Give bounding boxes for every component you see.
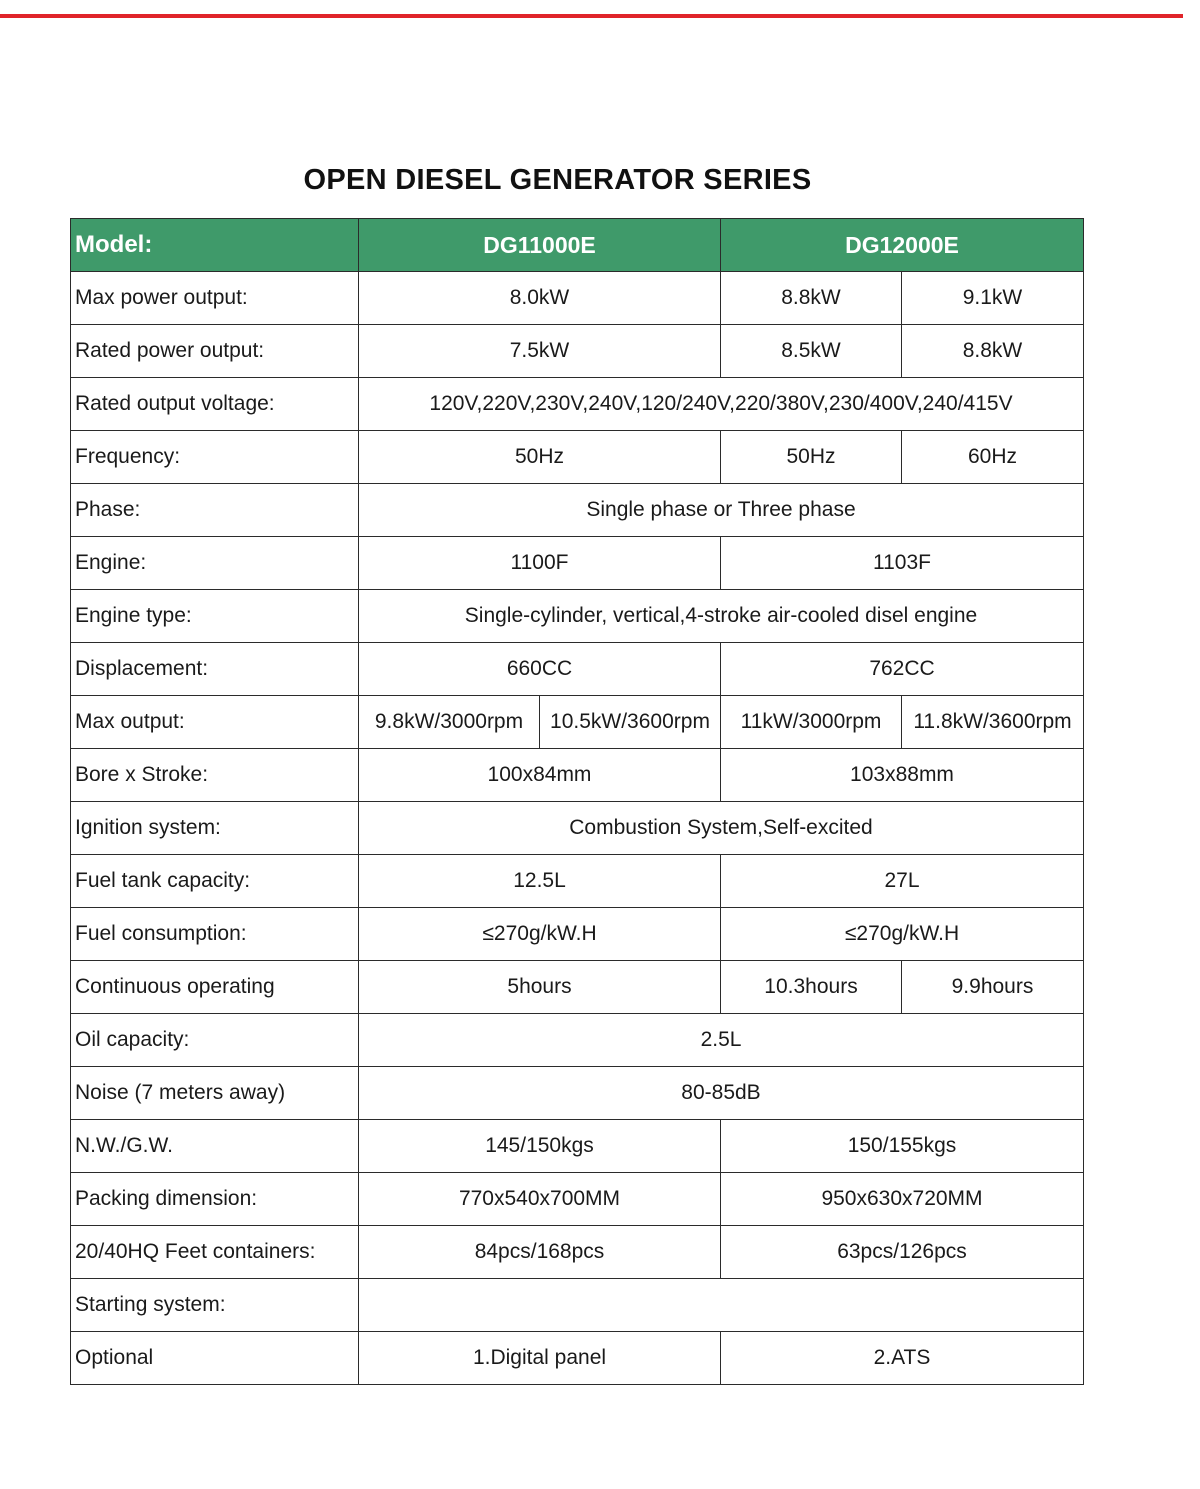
row-value: 100x84mm: [359, 749, 721, 802]
table-row: [71, 1173, 1084, 1226]
row-value: 950x630x720MM: [721, 1173, 1084, 1226]
header-label: Model:: [71, 219, 359, 272]
row-label: Noise (7 meters away): [71, 1067, 359, 1120]
row-label: Ignition system:: [71, 802, 359, 855]
header-model-dg12000e: DG12000E: [721, 219, 1084, 272]
table-row: [71, 590, 1084, 643]
row-value: 660CC: [359, 643, 721, 696]
row-label: Fuel tank capacity:: [71, 855, 359, 908]
row-value: Single-cylinder, vertical,4-stroke air-cooled disel engine: [359, 590, 1084, 643]
row-value: 27L: [721, 855, 1084, 908]
row-value: 8.5kW: [721, 325, 902, 378]
table-row: [71, 1332, 1084, 1385]
row-value: 770x540x700MM: [359, 1173, 721, 1226]
row-value: 10.3hours: [721, 961, 902, 1014]
spec-table: [70, 218, 1084, 1385]
row-value: 12.5L: [359, 855, 721, 908]
row-value: 2.ATS: [721, 1332, 1084, 1385]
row-value: 9.8kW/3000rpm: [359, 696, 540, 749]
row-value: 8.8kW: [721, 272, 902, 325]
row-label: Continuous operating: [71, 961, 359, 1014]
table-row: [71, 431, 1084, 484]
row-label: Rated power output:: [71, 325, 359, 378]
row-label: 20/40HQ Feet containers:: [71, 1226, 359, 1279]
row-label: Frequency:: [71, 431, 359, 484]
header-model-dg11000e: DG11000E: [359, 219, 721, 272]
row-label: Engine:: [71, 537, 359, 590]
row-value: 8.8kW: [902, 325, 1084, 378]
row-value: 1.Digital panel: [359, 1332, 721, 1385]
table-row: [71, 272, 1084, 325]
row-value: 9.9hours: [902, 961, 1084, 1014]
row-value: 145/150kgs: [359, 1120, 721, 1173]
row-label: Oil capacity:: [71, 1014, 359, 1067]
table-row: [71, 696, 1084, 749]
row-value: 120V,220V,230V,240V,120/240V,220/380V,230/400V,240/415V: [359, 378, 1084, 431]
row-value: 10.5kW/3600rpm: [540, 696, 721, 749]
table-row: [71, 1014, 1084, 1067]
table-row: [71, 537, 1084, 590]
row-value: 60Hz: [902, 431, 1084, 484]
row-value: 2.5L: [359, 1014, 1084, 1067]
table-row: [71, 325, 1084, 378]
top-red-rule: [0, 14, 1183, 18]
row-label: Displacement:: [71, 643, 359, 696]
row-value: 7.5kW: [359, 325, 721, 378]
table-row: [71, 643, 1084, 696]
row-value: 103x88mm: [721, 749, 1084, 802]
table-row: [71, 1067, 1084, 1120]
row-value: Single phase or Three phase: [359, 484, 1084, 537]
row-label: Bore x Stroke:: [71, 749, 359, 802]
row-value: ≤270g/kW.H: [359, 908, 721, 961]
row-value: Combustion System,Self-excited: [359, 802, 1084, 855]
row-value: 5hours: [359, 961, 721, 1014]
row-value: 11kW/3000rpm: [721, 696, 902, 749]
row-value: 1103F: [721, 537, 1084, 590]
table-row: [71, 855, 1084, 908]
row-value: 1100F: [359, 537, 721, 590]
row-value: 50Hz: [721, 431, 902, 484]
row-value: [359, 1279, 1084, 1332]
table-row: [71, 484, 1084, 537]
row-label: Max power output:: [71, 272, 359, 325]
row-value: 9.1kW: [902, 272, 1084, 325]
row-value: 8.0kW: [359, 272, 721, 325]
row-label: Starting system:: [71, 1279, 359, 1332]
row-label: Packing dimension:: [71, 1173, 359, 1226]
row-label: N.W./G.W.: [71, 1120, 359, 1173]
row-value: 50Hz: [359, 431, 721, 484]
row-value: 762CC: [721, 643, 1084, 696]
table-row: [71, 749, 1084, 802]
row-label: Optional: [71, 1332, 359, 1385]
table-row: [71, 1279, 1084, 1332]
table-header-row: [71, 219, 1084, 272]
table-row: [71, 908, 1084, 961]
row-value: 84pcs/168pcs: [359, 1226, 721, 1279]
table-row: [71, 378, 1084, 431]
row-label: Max output:: [71, 696, 359, 749]
row-value: 63pcs/126pcs: [721, 1226, 1084, 1279]
table-row: [71, 1226, 1084, 1279]
row-label: Engine type:: [71, 590, 359, 643]
page-title: OPEN DIESEL GENERATOR SERIES: [303, 164, 812, 196]
table-row: [71, 1120, 1084, 1173]
row-value: ≤270g/kW.H: [721, 908, 1084, 961]
table-row: [71, 961, 1084, 1014]
row-value: 80-85dB: [359, 1067, 1084, 1120]
table-row: [71, 802, 1084, 855]
row-label: Phase:: [71, 484, 359, 537]
row-value: 11.8kW/3600rpm: [902, 696, 1084, 749]
row-label: Fuel consumption:: [71, 908, 359, 961]
row-label: Rated output voltage:: [71, 378, 359, 431]
row-value: 150/155kgs: [721, 1120, 1084, 1173]
